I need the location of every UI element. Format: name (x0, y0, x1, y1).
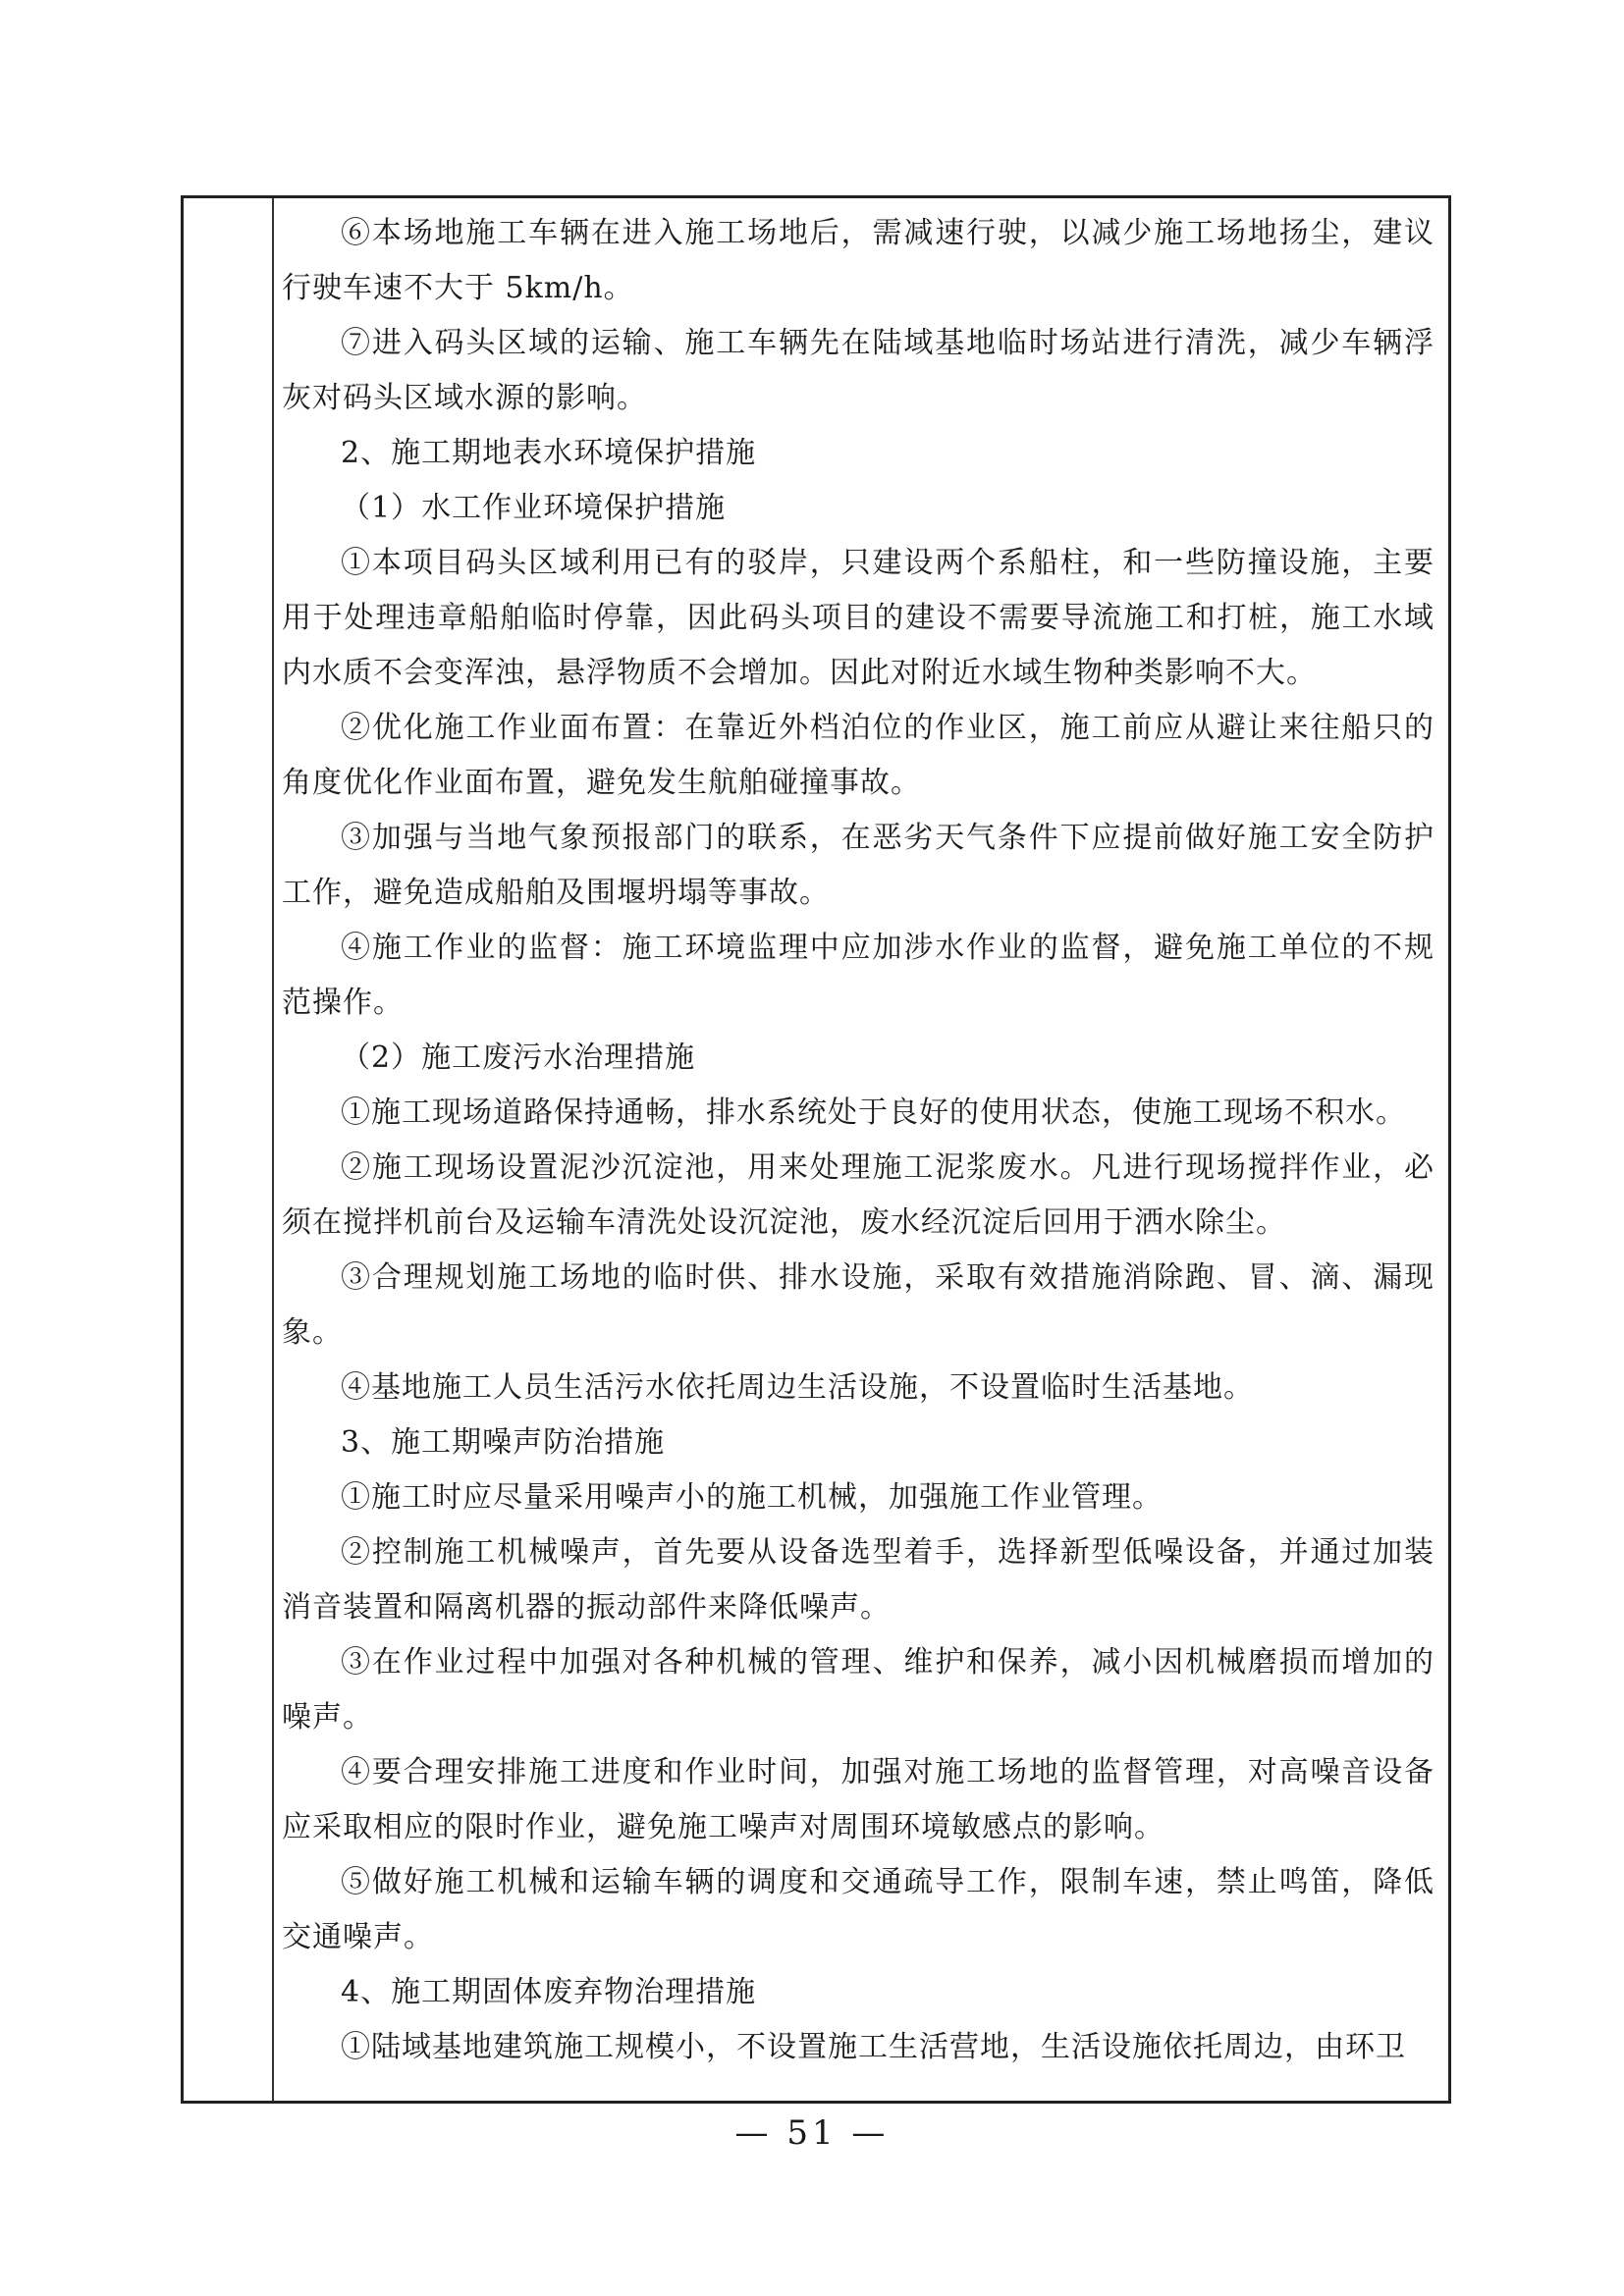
section-heading: 2、施工期地表水环境保护措施 (341, 436, 757, 470)
paragraph: ④要合理安排施工进度和作业时间，加强对施工场地的监督管理，对高噪音设备应采取相应的限时作业，避免施工噪声对周围环境敏感点的影响。 (282, 1755, 1435, 1844)
left-label-column (184, 198, 274, 2101)
paragraph: ④基地施工人员生活污水依托周边生活设施，不设置临时生活基地。 (341, 1370, 1254, 1405)
paragraph: ②施工现场设置泥沙沉淀池，用来处理施工泥浆废水。凡进行现场搅拌作业，必须在搅拌机前台及运输车清洗处设沉淀池，废水经沉淀后回用于洒水除尘。 (282, 1150, 1435, 1240)
paragraph: ⑦进入码头区域的运输、施工车辆先在陆域基地临时场站进行清洗，减少车辆浮灰对码头区域水源的影响。 (282, 326, 1435, 415)
paragraph: ③合理规划施工场地的临时供、排水设施，采取有效措施消除跑、冒、滴、漏现象。 (282, 1260, 1435, 1350)
subsection-heading: （1）水工作业环境保护措施 (341, 491, 727, 525)
paragraph: ③在作业过程中加强对各种机械的管理、维护和保养，减小因机械磨损而增加的噪声。 (282, 1645, 1435, 1735)
paragraph: ①施工现场道路保持通畅，排水系统处于良好的使用状态，使施工现场不积水。 (341, 1095, 1406, 1130)
paragraph: ④施工作业的监督：施工环境监理中应加涉水作业的监督，避免施工单位的不规范操作。 (282, 931, 1435, 1020)
paragraph: ①陆域基地建筑施工规模小，不设置施工生活营地，生活设施依托周边，由环卫 (341, 2030, 1406, 2064)
subsection-heading: （2）施工废污水治理措施 (341, 1041, 696, 1075)
section-heading: 3、施工期噪声防治措施 (341, 1425, 666, 1460)
paragraph: ①施工时应尽量采用噪声小的施工机械，加强施工作业管理。 (341, 1480, 1163, 1515)
paragraph: ①本项目码头区域利用已有的驳岸，只建设两个系船柱，和一些防撞设施，主要用于处理违章船舶临时停靠，因此码头项目的建设不需要导流施工和打桩，施工水域内水质不会变浑浊，悬浮物质不会增加。因此对附近水域生物种类影响不大。 (282, 546, 1435, 690)
table-frame (181, 195, 1451, 2104)
paragraph: ②控制施工机械噪声，首先要从设备选型着手，选择新型低噪设备，并通过加装消音装置和隔离机器的振动部件来降低噪声。 (282, 1535, 1435, 1625)
paragraph: ⑤做好施工机械和运输车辆的调度和交通疏导工作，限制车速，禁止鸣笛，降低交通噪声。 (282, 1865, 1435, 1954)
paragraph: ②优化施工作业面布置：在靠近外档泊位的作业区，施工前应从避让来往船只的角度优化作业面布置，避免发生航舶碰撞事故。 (282, 711, 1435, 800)
page-number: — 51 — (734, 2113, 890, 2153)
content-cell (282, 206, 1435, 2075)
paragraph: ③加强与当地气象预报部门的联系，在恶劣天气条件下应提前做好施工安全防护工作，避免造成船舶及围堰坍塌等事故。 (282, 821, 1435, 910)
paragraph: ⑥本场地施工车辆在进入施工场地后，需减速行驶，以减少施工场地扬尘，建议行驶车速不大于 5km/h。 (282, 216, 1435, 305)
section-heading: 4、施工期固体废弃物治理措施 (341, 1975, 757, 2009)
